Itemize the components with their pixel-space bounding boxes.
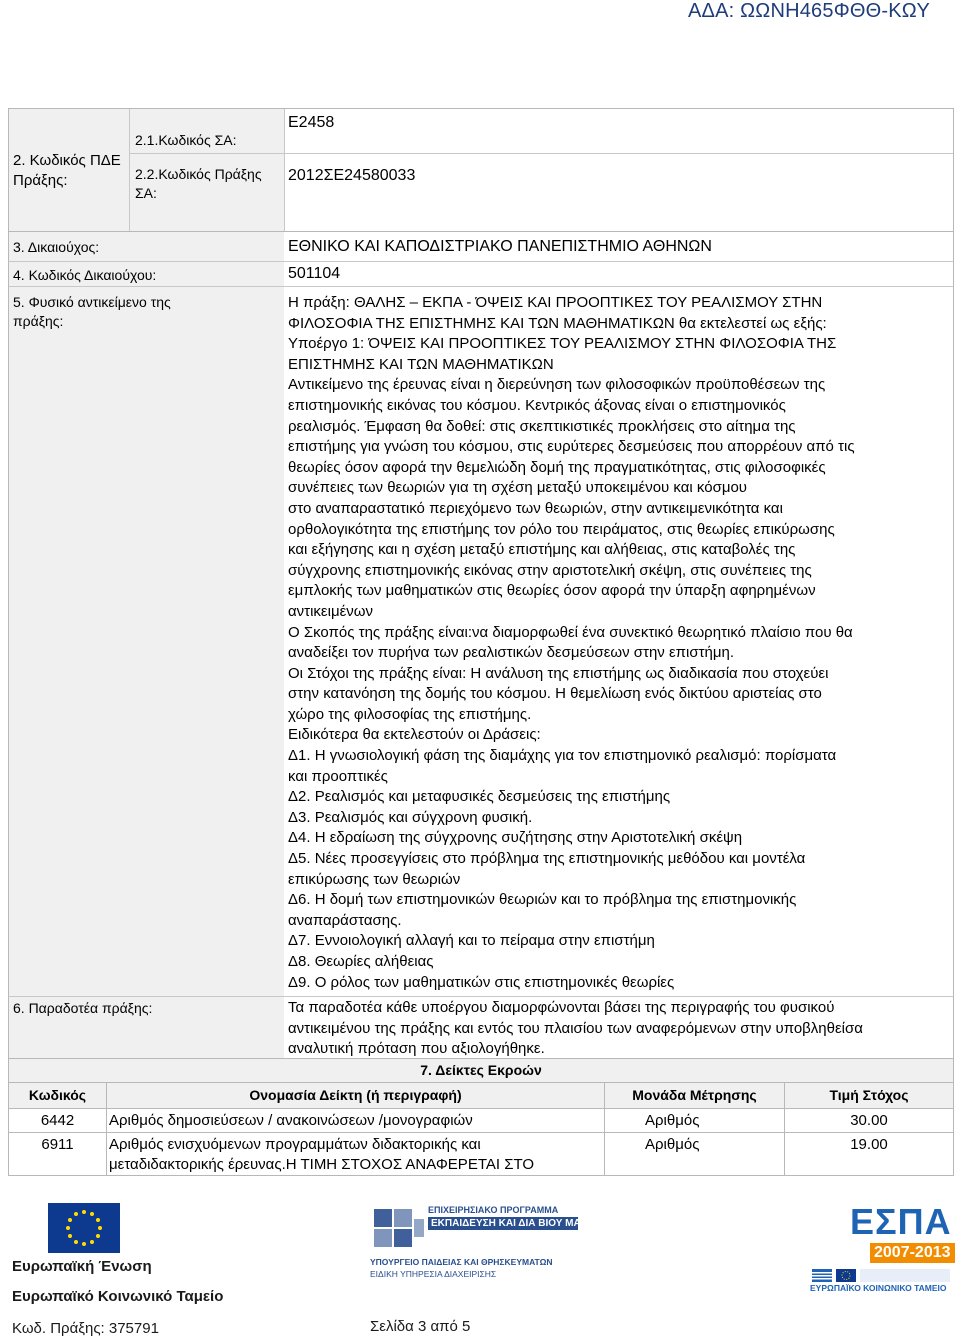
column-header: Μονάδα Μέτρησης <box>605 1083 785 1109</box>
text-line: Δ3. Ρεαλισμός και σύγχρονη φυσική. <box>288 808 533 826</box>
text-line: αντικειμένου της πράξης και εντός του πλαισίου των αναφερόμενων στην υποβληθείσα <box>288 1019 863 1037</box>
text-line: Δ8. Θεωρίες αλήθειας <box>288 953 434 970</box>
section-2-1-value: Ε2458 <box>288 114 335 131</box>
text-line: στο αναπαραστατικό περιεχόμενο των θεωριών, στην αντικειμενικότητα και <box>288 499 783 517</box>
text-line: ΦΙΛΟΣΟΦΙΑ ΤΗΣ ΕΠΙΣΤΗΜΗΣ ΚΑΙ ΤΩΝ ΜΑΘΗΜΑΤΙΚΩΝ θα εκτελεστεί ως εξής: <box>288 314 827 332</box>
text-line: Δ9. Ο ρόλος των μαθηματικών στις επιστημονικές θεωρίες <box>288 973 675 991</box>
text-line: Ειδικότερα θα εκτελεστούν οι Δράσεις: <box>288 726 541 744</box>
section-2-label: 2. Κωδικός ΠΔΕ Πράξης: <box>13 152 121 189</box>
text-line: Τα παραδοτέα κάθε υποέργου διαμορφώνονται βάσει της περιγραφής του φυσικού <box>288 999 835 1016</box>
text-line: Υποέργο 1: ΌΨΕΙΣ ΚΑΙ ΠΡΟΟΠΤΙΚΕΣ ΤΟΥ ΡΕΑΛΙΣΜΟΥ ΣΤΗΝ ΦΙΛΟΣΟΦΙΑ ΤΗΣ <box>288 335 837 353</box>
text-line: Η πράξη: ΘΑΛΗΣ – ΕΚΠΑ - ΌΨΕΙΣ ΚΑΙ ΠΡΟΟΠΤΙΚΕΣ ΤΟΥ ΡΕΑΛΙΣΜΟΥ ΣΤΗΝ <box>288 294 823 311</box>
project-info-table <box>8 108 954 1060</box>
text-line: σύγχρονης επιστημονικής εικόνας στην αριστοτελική σκέψη, στις συνέπειες της <box>288 561 812 579</box>
text-line: χώρο της φιλοσοφίας της επιστήμης. <box>288 705 532 723</box>
page-number: Σελίδα 3 από 5 <box>370 1318 471 1335</box>
text-line: Οι Στόχοι της πράξης είναι: Η ανάλυση της επιστήμης ως διαδικασία που στοχεύει <box>288 664 829 682</box>
section-2-1-label: 2.1.Κωδικός ΣΑ: <box>135 132 237 148</box>
text-line: συνέπειες των θεωριών για τη σχέση μεταξύ υποκειμένου και κόσμου <box>288 479 748 497</box>
column-header: Κωδικός <box>9 1083 107 1109</box>
ministry-line: ΥΠΟΥΡΓΕΙΟ ΠΑΙΔΕΙΑΣ ΚΑΙ ΘΡΗΣΚΕΥΜΑΤΩΝ <box>370 1257 553 1267</box>
divider <box>129 109 130 231</box>
text-line: Ο Σκοπός της πράξης είναι:να διαμορφωθεί ένα συνεκτικό θεωρητικό πλαίσιο που θα <box>288 623 853 641</box>
programme-title-line: ΕΚΠΑΙΔΕΥΣΗ ΚΑΙ ΔΙΑ ΒΙΟΥ ΜΑΘΗΣΗ <box>428 1217 578 1230</box>
text-line: επιστήμης για γνώση του κόσμου, στις ευρύτερες δεσμεύσεις που απορρέουν από τις <box>288 438 855 456</box>
indicator-target: 30.00 <box>785 1109 954 1133</box>
text-line: Δ7. Εννοιολογική αλλαγή και το πείραμα στην επιστήμη <box>288 932 655 950</box>
text-line: Δ5. Νέες προσεγγίσεις στο πρόβλημα της επιστημονικής μεθόδου και μοντέλα <box>288 850 806 868</box>
agency-line: ΕΙΔΙΚΗ ΥΠΗΡΕΣΙΑ ΔΙΑΧΕΙΡΙΣΗΣ <box>370 1269 497 1279</box>
row-physical-object <box>8 287 954 997</box>
section-3-value: ΕΘΝΙΚΟ ΚΑΙ ΚΑΠΟΔΙΣΤΡΙΑΚΟ ΠΑΝΕΠΙΣΤΗΜΙΟ ΑΘΗΝΩΝ <box>288 238 712 255</box>
row-project-code <box>8 108 954 232</box>
row-beneficiary <box>8 232 954 262</box>
indicator-name <box>107 1133 605 1176</box>
text-line: εμπλοκής των μαθηματικών στις θεωρίες όσον αφορά την ύπαρξη αφηρημένων <box>288 582 816 600</box>
ada-header: ΑΔΑ: ΩΩΝΗ465ΦΘΘ-ΚΩΥ <box>687 0 930 22</box>
text-line: αναλυτική πρόταση που αξιολογήθηκε. <box>288 1040 545 1058</box>
row-deliverables <box>8 997 954 1060</box>
text-line: επιστημονικής εικόνας του κόσμου. Κεντρικός άξονας είναι ο επιστημονικός <box>288 396 786 414</box>
indicator-name-line: μεταδιδακτορικής έρευνας.Η ΤΙΜΗ ΣΤΟΧΟΣ ΑΝΑΦΕΡΕΤΑΙ ΣΤΟ <box>109 1156 535 1173</box>
text-line: Δ1. Η γνωσιολογική φάση της διαμάχης για τον επιστημονικό ρεαλισμό: πορίσματα <box>288 747 837 765</box>
text-line: Δ4. Η εδραίωση της σύγχρονης συζήτησης στην Αριστοτελική σκέψη <box>288 829 743 847</box>
section-5-label: 5. Φυσικό αντικείμενο της πράξης: <box>13 294 171 329</box>
text-line: ορθολογικότητα της επιστήμης τον ρόλο του πειράματος, στις θεωρίες επικύρωσης <box>288 520 835 538</box>
operational-programme-logo <box>370 1203 609 1283</box>
indicator-code: 6442 <box>9 1109 107 1133</box>
section-4-value: 501104 <box>288 265 341 282</box>
espa-years: 2007-2013 <box>870 1243 955 1263</box>
text-line: αντικειμένων <box>288 602 373 620</box>
project-code-footer: Κωδ. Πράξης: 375791 <box>12 1320 159 1337</box>
eu-flag-icon <box>48 1203 120 1253</box>
eu-fund-label: Ευρωπαϊκό Κοινωνικό Ταμείο <box>12 1288 224 1305</box>
table-row <box>9 1109 954 1133</box>
eu-union-label: Ευρωπαϊκή Ένωση <box>12 1258 152 1275</box>
indicator-target: 19.00 <box>785 1133 954 1176</box>
section-2-2-value: 2012ΣΕ24580033 <box>288 167 416 184</box>
indicator-unit: Αριθμός <box>605 1109 785 1133</box>
indicator-name-line: Αριθμός ενισχυόμενων προγραμμάτων διδακτορικής και <box>109 1136 481 1153</box>
flags-icon <box>812 1267 952 1283</box>
text-line: και προοπτικές <box>288 767 388 785</box>
indicator-name-line: Αριθμός δημοσιεύσεων / ανακοινώσεων /μονογραφιών <box>109 1112 473 1129</box>
section-7-title: 7. Δείκτες Εκροών <box>9 1059 954 1083</box>
divider <box>129 153 953 154</box>
text-line: αναδείξει τον πυρήνα των ρεαλιστικών δεσμεύσεων στην επιστήμη. <box>288 644 735 662</box>
column-header: Τιμή Στόχος <box>785 1083 954 1109</box>
programme-title-line: ΕΠΙΧΕΙΡΗΣΙΑΚΟ ΠΡΟΓΡΑΜΜΑ <box>428 1205 559 1215</box>
espa-fund-label: ΕΥΡΩΠΑΪΚΟ ΚΟΙΝΩΝΙΚΟ ΤΑΜΕΙΟ <box>810 1283 947 1293</box>
indicator-unit: Αριθμός <box>605 1133 785 1176</box>
indicators-table <box>8 1058 954 1176</box>
section-4-label: 4. Κωδικός Δικαιούχου: <box>13 267 157 283</box>
text-line: θεωρίες όσον αφορά την θεμελιώδη δομή της πραγματικότητας, στις φιλοσοφικές <box>288 458 826 476</box>
indicator-name <box>107 1109 605 1133</box>
section-6-label: 6. Παραδοτέα πράξης: <box>13 1000 153 1016</box>
espa-logo <box>810 1203 958 1298</box>
section-6-text <box>288 998 954 1060</box>
text-line: Αντικείμενο της έρευνας είναι η διερεύνηση των φιλοσοφικών προϋποθέσεων της <box>288 376 826 394</box>
section-3-label: 3. Δικαιούχος: <box>13 239 100 255</box>
text-line: αναπαράστασης. <box>288 911 402 929</box>
text-line: επικύρωσης των θεωριών <box>288 870 461 888</box>
text-line: Δ2. Ρεαλισμός και μεταφυσικές δεσμεύσεις της επιστήμης <box>288 788 671 806</box>
text-line: Δ6. Η δομή των επιστημονικών θεωριών και το πρόβλημα της επιστημονικής <box>288 891 797 909</box>
text-line: στην κατανόηση της δομής του κόσμου. Η θεμελίωση ενός δικτύου αριστείας στο <box>288 685 822 703</box>
indicator-code: 6911 <box>9 1133 107 1176</box>
espa-name: ΕΣΠΑ <box>850 1201 952 1242</box>
section-2-2-label: 2.2.Κωδικός Πράξης ΣΑ: <box>135 166 262 201</box>
eu-stars-icon <box>48 1203 120 1253</box>
text-line: ρεαλισμός. Έμφαση θα δοθεί: στις σκεπτικιστικές προκλήσεις στο αίτημα της <box>288 417 796 435</box>
text-line: και εξήγησης και η σχέση μεταξύ επιστήμης και αλήθειας, στις καταβολές της <box>288 541 796 559</box>
row-beneficiary-code <box>8 262 954 287</box>
section-5-text <box>288 293 954 993</box>
table-row <box>9 1133 954 1176</box>
text-line: ΕΠΙΣΤΗΜΗΣ ΚΑΙ ΤΩΝ ΜΑΘΗΜΑΤΙΚΩΝ <box>288 355 554 373</box>
column-header: Ονομασία Δείκτη (ή περιγραφή) <box>107 1083 605 1109</box>
